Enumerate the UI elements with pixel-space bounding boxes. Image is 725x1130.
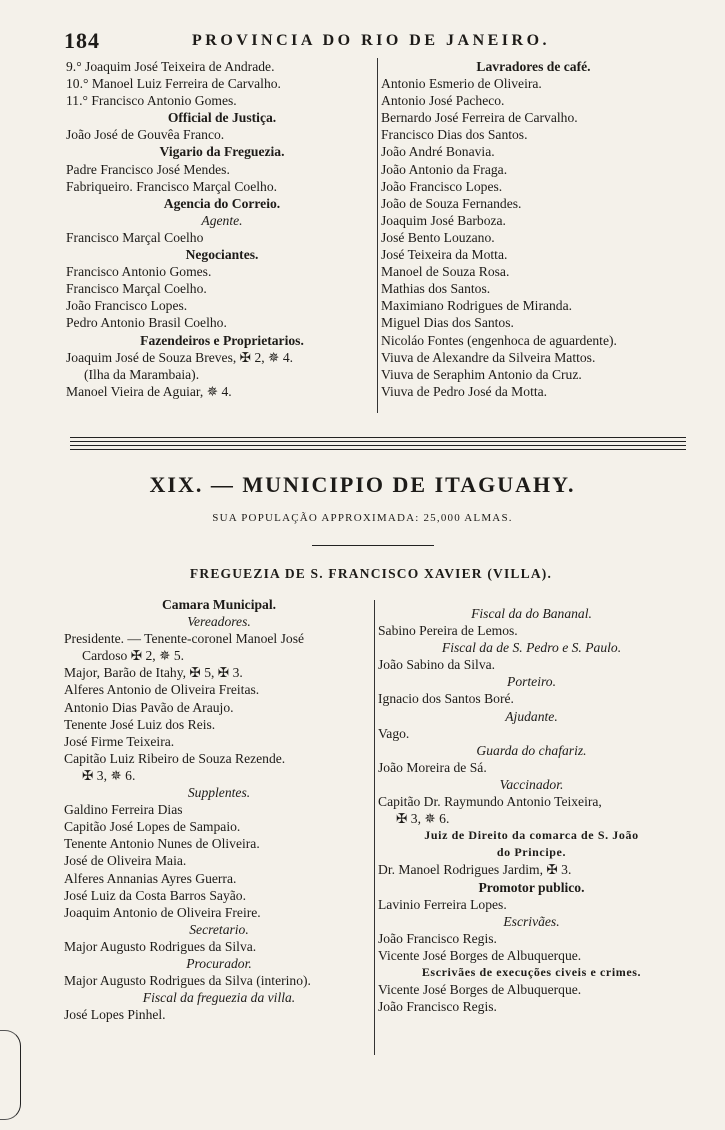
entry-line: Joaquim José de Souza Breves, ✠ 2, ✵ 4.	[66, 349, 294, 365]
entry-line: Alferes Annanias Ayres Guerra.	[64, 870, 237, 886]
section-heading: Official de Justiça.	[167, 110, 277, 126]
entry-line: Major Augusto Rodrigues da Silva (interino).	[64, 973, 311, 989]
entry-line: Antonio Esmerio de Oliveira.	[381, 76, 542, 92]
entry-line: Galdino Ferreira Dias	[64, 802, 183, 818]
entry-line: Manoel Vieira de Aguiar, ✵ 4.	[66, 383, 232, 399]
population-line: SUA POPULAÇÃO APPROXIMADA: 25,000 ALMAS.	[212, 512, 513, 524]
left-column-bottom	[64, 596, 374, 1023]
entry-line: João Antonio da Fraga.	[381, 161, 508, 177]
entry-line: 10.° Manoel Luiz Ferreira de Carvalho.	[66, 76, 281, 92]
entry-line: Miguel Dias dos Santos.	[381, 315, 514, 331]
section-heading: Agente.	[201, 212, 243, 228]
entry-line: José Bento Louzano.	[381, 229, 495, 245]
entry-line: José Lopes Pinhel.	[64, 1007, 166, 1023]
entry-line: Maximiano Rodrigues de Miranda.	[381, 298, 573, 314]
entry-line: Francisco Antonio Gomes.	[66, 264, 212, 280]
entry-line: Fabriqueiro. Francisco Marçal Coelho.	[66, 178, 278, 194]
section-heading: Promotor publico.	[478, 879, 585, 895]
entry-line: José Teixeira da Motta.	[381, 247, 508, 263]
section-heading: Juiz de Direito da comarca de S. João	[424, 828, 639, 843]
section-heading: Camara Municipal.	[161, 597, 277, 612]
entry-line: Joaquim José Barboza.	[381, 212, 506, 228]
entry-line: Nicoláo Fontes (engenhoca de aguardente).	[381, 332, 617, 348]
section-heading: Vigario da Freguezia.	[159, 144, 285, 160]
entry-line: Pedro Antonio Brasil Coelho.	[66, 315, 227, 331]
section-heading: Escrivães de execuções civeis e crimes.	[421, 964, 642, 979]
entry-line: José de Oliveira Maia.	[64, 853, 187, 869]
page-header	[64, 28, 684, 52]
entry-line: Viuva de Alexandre da Silveira Mattos.	[381, 349, 596, 365]
entry-line: Ignacio dos Santos Boré.	[378, 691, 514, 707]
entry-line: Tenente José Luiz dos Reis.	[64, 716, 216, 732]
section-heading: Fiscal da de S. Pedro e S. Paulo.	[441, 640, 622, 656]
entry-line: Presidente. — Tenente-coronel Manoel José	[64, 631, 305, 647]
entry-line: Dr. Manoel Rodrigues Jardim, ✠ 3.	[378, 862, 572, 878]
entry-line: Major, Barão de Itahy, ✠ 5, ✠ 3.	[64, 665, 243, 681]
section-heading: Agencia do Correio.	[163, 195, 281, 211]
section-heading: Porteiro.	[507, 674, 556, 690]
entry-line: Tenente Antonio Nunes de Oliveira.	[64, 836, 260, 852]
entry-line: Viuva de Seraphim Antonio da Cruz.	[381, 366, 582, 382]
right-column-top	[381, 58, 686, 400]
section-heading: Ajudante.	[505, 708, 558, 724]
entry-line: Francisco Dias dos Santos.	[381, 127, 528, 143]
entry-line: ✠ 3, ✵ 6.	[82, 767, 136, 783]
entry-line: Bernardo José Ferreira de Carvalho.	[381, 110, 578, 126]
section-heading: Escrivães.	[503, 913, 560, 929]
column-divider-bottom	[374, 600, 375, 1055]
entry-line: José Firme Teixeira.	[64, 733, 175, 749]
entry-line: Mathias dos Santos.	[381, 281, 491, 297]
entry-line: ✠ 3, ✵ 6.	[396, 811, 450, 827]
section-heading: Guarda do chafariz.	[476, 742, 587, 758]
entry-line: 9.° Joaquim José Teixeira de Andrade.	[66, 59, 275, 74]
entry-line: (Ilha da Marambaia).	[84, 366, 200, 382]
running-title: PROVINCIA DO RIO DE JANEIRO.	[192, 32, 551, 49]
right-column-bottom	[378, 605, 685, 1015]
section-heading: Secretario.	[189, 921, 249, 937]
short-rule	[312, 545, 434, 546]
section-divider-lower	[70, 445, 686, 450]
section-heading: Vaccinador.	[499, 776, 564, 792]
entry-line: João Francisco Lopes.	[381, 178, 503, 194]
section-heading: Vereadores.	[187, 614, 251, 630]
section-heading: Supplentes.	[187, 785, 251, 801]
column-divider-top	[377, 58, 378, 413]
entry-line: José Luiz da Costa Barros Sayão.	[64, 887, 246, 903]
entry-line: Francisco Marçal Coelho.	[66, 281, 207, 297]
section-heading: Lavradores de café.	[476, 59, 591, 74]
entry-line: Vicente José Borges de Albuquerque.	[378, 947, 582, 963]
entry-line: Joaquim Antonio de Oliveira Freire.	[64, 904, 261, 920]
entry-line: Vago.	[378, 725, 410, 741]
page-number: 184	[64, 28, 100, 53]
entry-line: Alferes Antonio de Oliveira Freitas.	[64, 682, 260, 698]
municipio-title: XIX. — MUNICIPIO DE ITAGUAHY.	[149, 472, 576, 497]
entry-line: Francisco Marçal Coelho	[66, 229, 204, 245]
entry-line: Vicente José Borges de Albuquerque.	[378, 982, 582, 998]
section-heading: Fazendeiros e Proprietarios.	[140, 332, 304, 348]
section-heading: Negociantes.	[185, 247, 259, 263]
entry-line: João Francisco Lopes.	[66, 298, 188, 314]
entry-line: Viuva de Pedro José da Motta.	[381, 383, 548, 399]
page-edge-scrap	[0, 1030, 21, 1120]
section-heading: Fiscal da do Bananal.	[471, 606, 592, 621]
entry-line: Capitão José Lopes de Sampaio.	[64, 819, 241, 835]
entry-line: Sabino Pereira de Lemos.	[378, 623, 518, 639]
entry-line: João André Bonavia.	[381, 144, 495, 160]
entry-line: Manoel de Souza Rosa.	[381, 264, 510, 280]
entry-line: João Moreira de Sá.	[378, 759, 487, 775]
entry-line: João Francisco Regis.	[378, 999, 497, 1015]
freguezia-heading: FREGUEZIA DE S. FRANCISCO XAVIER (VILLA).	[189, 566, 553, 581]
entry-line: Padre Francisco José Mendes.	[66, 161, 230, 177]
entry-line: João Francisco Regis.	[378, 930, 497, 946]
entry-line: João Sabino da Silva.	[378, 657, 496, 673]
section-divider-upper	[70, 437, 686, 442]
entry-line: Capitão Luiz Ribeiro de Souza Rezende.	[64, 750, 286, 766]
entry-line: Antonio José Pacheco.	[381, 93, 505, 109]
section-heading: do Principe.	[496, 845, 567, 860]
entry-line: 11.° Francisco Antonio Gomes.	[66, 93, 237, 109]
section-heading: Fiscal da freguezia da villa.	[142, 990, 296, 1006]
entry-line: Lavinio Ferreira Lopes.	[378, 896, 507, 912]
entry-line: João José de Gouvêa Franco.	[66, 127, 225, 143]
entry-line: Capitão Dr. Raymundo Antonio Teixeira,	[378, 794, 602, 810]
entry-line: Major Augusto Rodrigues da Silva.	[64, 938, 257, 954]
section-heading: Procurador.	[186, 955, 252, 971]
entry-line: João de Souza Fernandes.	[381, 195, 522, 211]
left-column-top	[66, 58, 378, 400]
entry-line: Cardoso ✠ 2, ✵ 5.	[82, 648, 185, 664]
entry-line: Antonio Dias Pavão de Araujo.	[64, 699, 234, 715]
